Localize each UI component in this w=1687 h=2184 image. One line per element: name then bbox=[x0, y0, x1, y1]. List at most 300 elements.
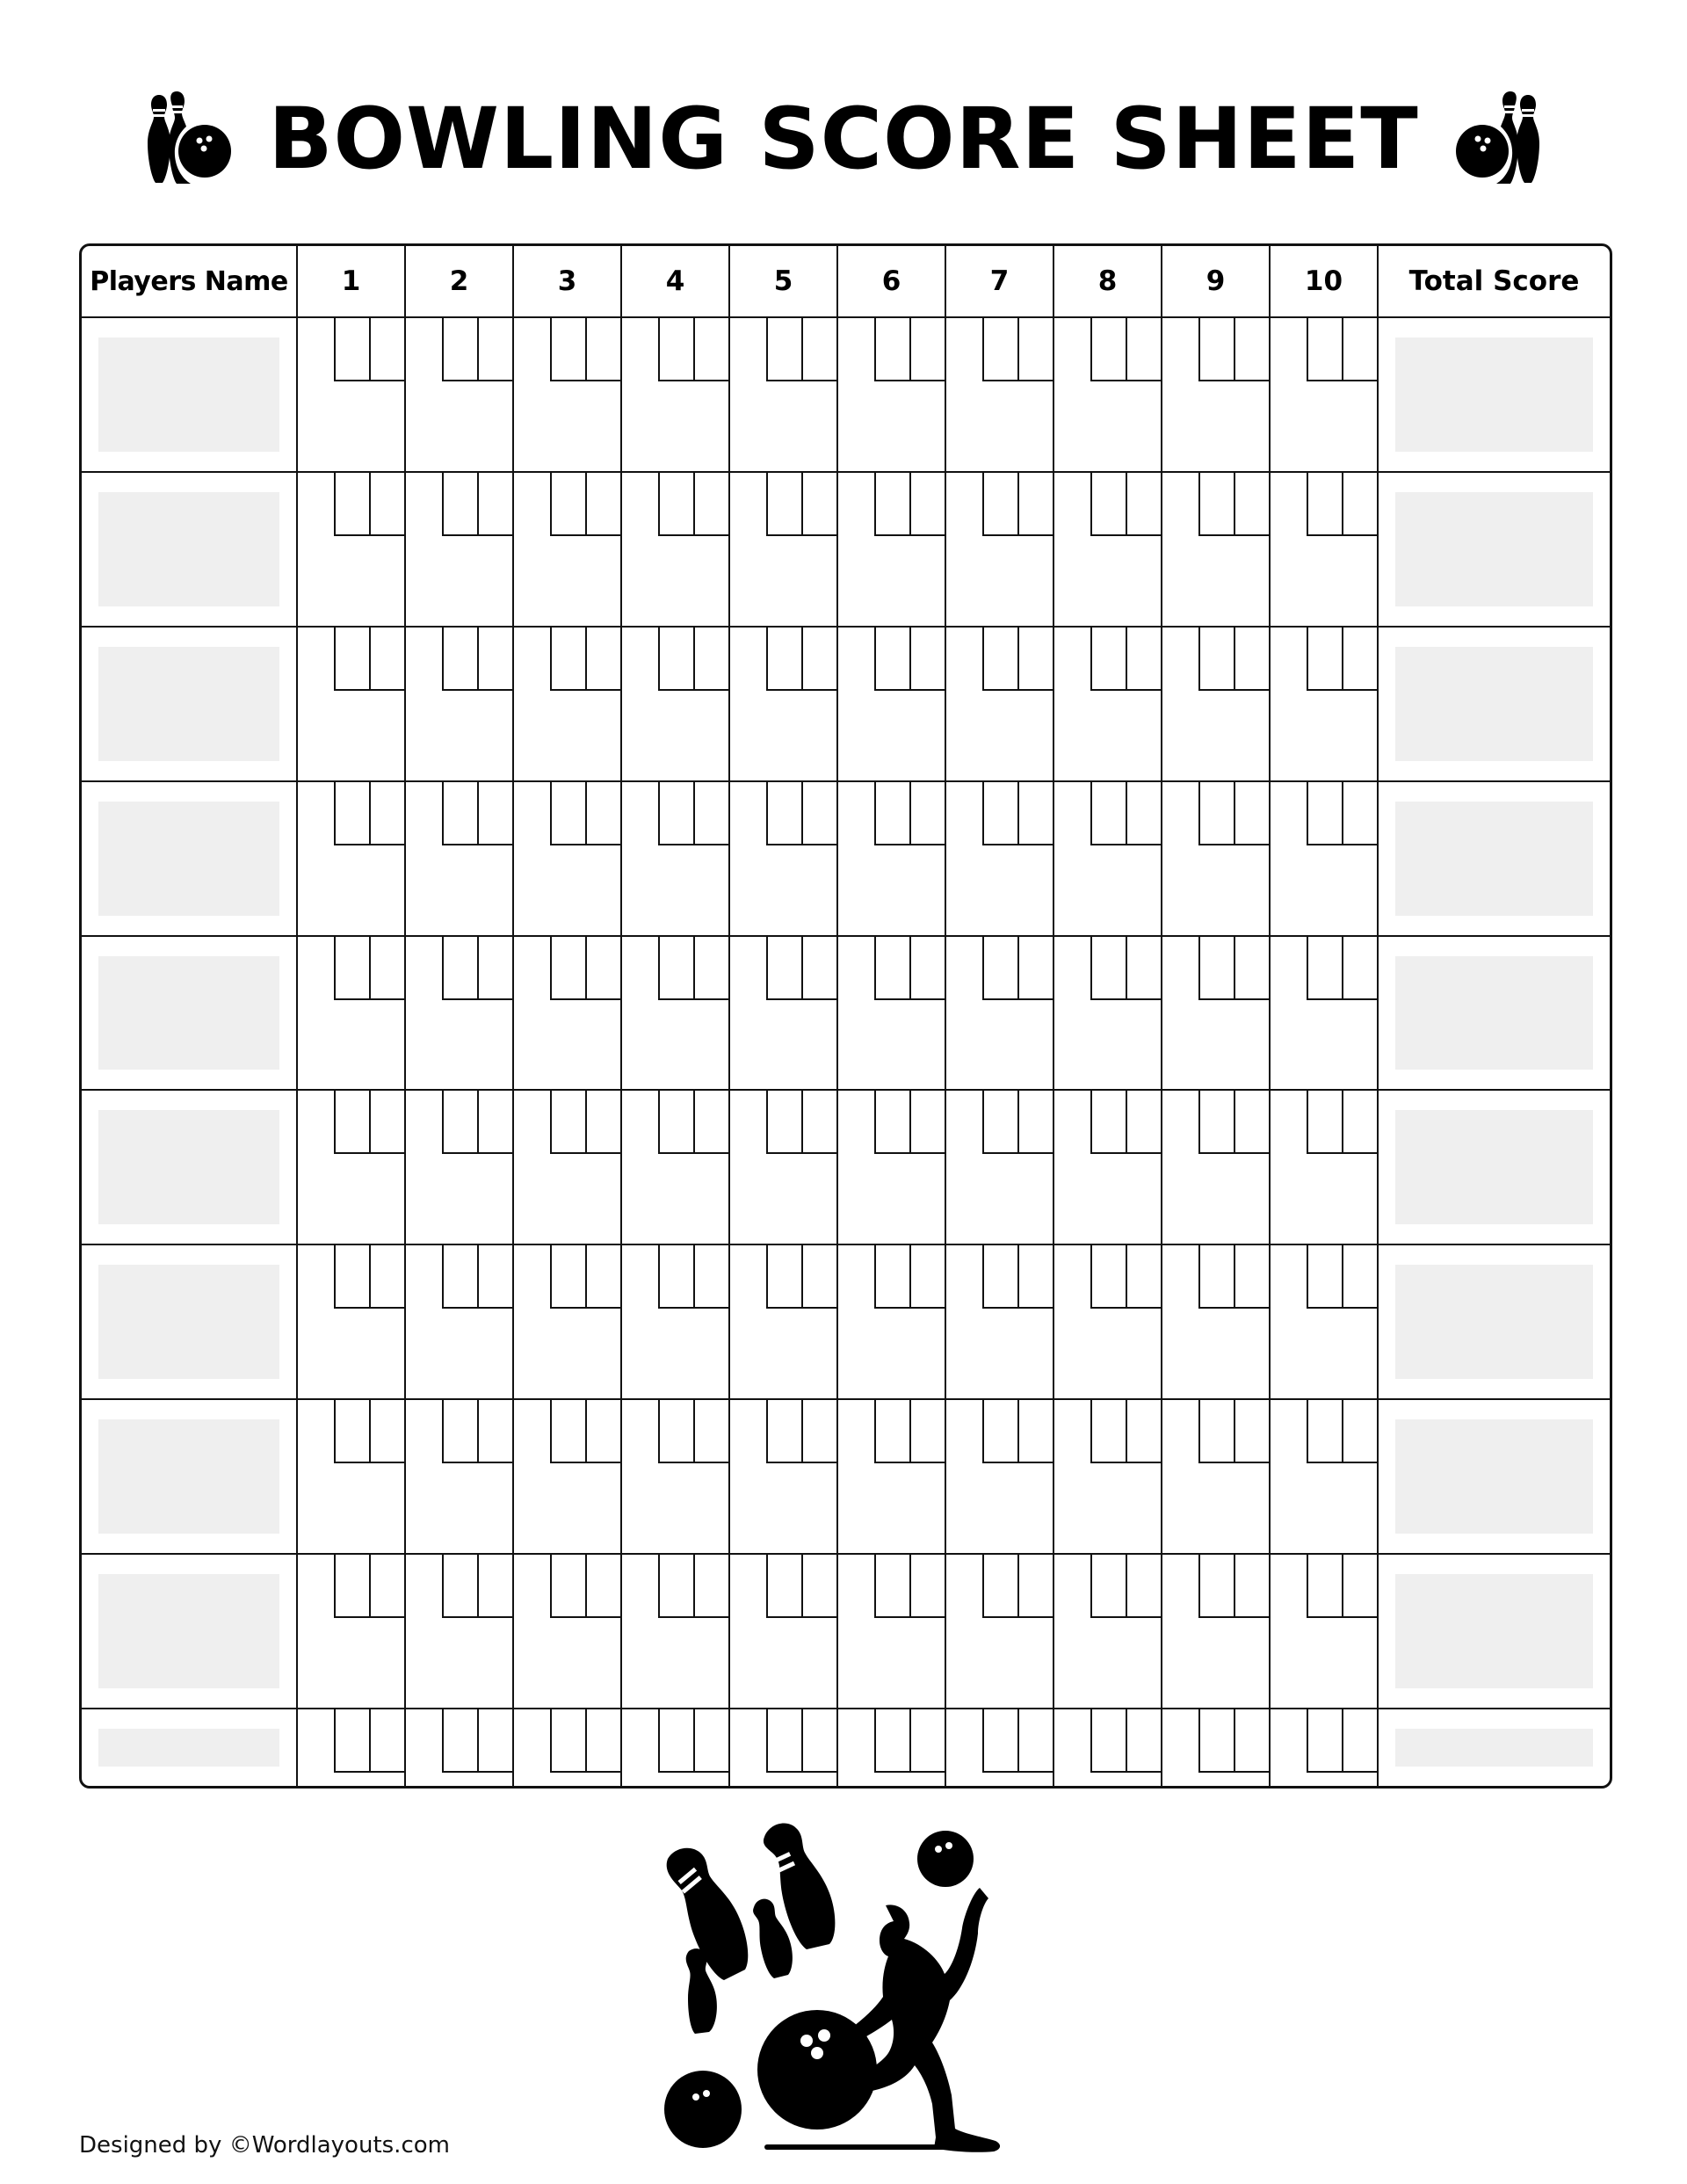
frame-score-cell[interactable] bbox=[945, 627, 1053, 781]
first-roll-box[interactable] bbox=[1090, 1555, 1126, 1618]
second-roll-box[interactable] bbox=[801, 937, 836, 1000]
first-roll-box[interactable] bbox=[874, 628, 909, 691]
first-roll-box[interactable] bbox=[550, 628, 585, 691]
second-roll-box[interactable] bbox=[1342, 1091, 1377, 1154]
player-name-cell[interactable] bbox=[82, 1244, 297, 1399]
player-name-field[interactable] bbox=[98, 492, 279, 606]
first-roll-box[interactable] bbox=[658, 628, 693, 691]
first-roll-box[interactable] bbox=[874, 1555, 909, 1618]
frame-score-cell[interactable] bbox=[297, 317, 405, 472]
first-roll-box[interactable] bbox=[982, 1555, 1017, 1618]
second-roll-box[interactable] bbox=[585, 782, 620, 845]
first-roll-box[interactable] bbox=[766, 1709, 801, 1773]
frame-score-cell[interactable] bbox=[513, 1090, 621, 1244]
second-roll-box[interactable] bbox=[1126, 1555, 1161, 1618]
player-name-field[interactable] bbox=[98, 1729, 279, 1767]
second-roll-box[interactable] bbox=[909, 473, 945, 536]
first-roll-box[interactable] bbox=[982, 1245, 1017, 1309]
second-roll-box[interactable] bbox=[1234, 1245, 1269, 1309]
second-roll-box[interactable] bbox=[801, 1709, 836, 1773]
frame-score-cell[interactable] bbox=[1162, 317, 1270, 472]
first-roll-box[interactable] bbox=[658, 1245, 693, 1309]
frame-score-cell[interactable] bbox=[945, 1554, 1053, 1709]
first-roll-box[interactable] bbox=[1307, 1091, 1342, 1154]
first-roll-box[interactable] bbox=[550, 1400, 585, 1463]
frame-score-cell[interactable] bbox=[729, 936, 837, 1091]
first-roll-box[interactable] bbox=[1090, 628, 1126, 691]
second-roll-box[interactable] bbox=[909, 782, 945, 845]
second-roll-box[interactable] bbox=[1126, 937, 1161, 1000]
second-roll-box[interactable] bbox=[477, 1400, 512, 1463]
first-roll-box[interactable] bbox=[334, 628, 369, 691]
first-roll-box[interactable] bbox=[1090, 1245, 1126, 1309]
frame-score-cell[interactable] bbox=[1053, 472, 1162, 627]
player-name-cell[interactable] bbox=[82, 1399, 297, 1554]
second-roll-box[interactable] bbox=[585, 1400, 620, 1463]
frame-score-cell[interactable] bbox=[837, 1244, 945, 1399]
second-roll-box[interactable] bbox=[1234, 1400, 1269, 1463]
total-score-cell[interactable] bbox=[1378, 1554, 1610, 1709]
second-roll-box[interactable] bbox=[693, 782, 728, 845]
player-name-cell[interactable] bbox=[82, 1554, 297, 1709]
first-roll-box[interactable] bbox=[982, 1091, 1017, 1154]
second-roll-box[interactable] bbox=[585, 1555, 620, 1618]
first-roll-box[interactable] bbox=[442, 318, 477, 381]
second-roll-box[interactable] bbox=[1126, 318, 1161, 381]
frame-score-cell[interactable] bbox=[513, 317, 621, 472]
first-roll-box[interactable] bbox=[334, 318, 369, 381]
first-roll-box[interactable] bbox=[1090, 1709, 1126, 1773]
first-roll-box[interactable] bbox=[1307, 1555, 1342, 1618]
first-roll-box[interactable] bbox=[442, 1555, 477, 1618]
first-roll-box[interactable] bbox=[442, 1091, 477, 1154]
frame-score-cell[interactable] bbox=[621, 1244, 729, 1399]
second-roll-box[interactable] bbox=[909, 1245, 945, 1309]
total-score-field[interactable] bbox=[1395, 956, 1593, 1070]
frame-score-cell[interactable] bbox=[405, 472, 513, 627]
player-name-field[interactable] bbox=[98, 337, 279, 452]
frame-score-cell[interactable] bbox=[1162, 1244, 1270, 1399]
second-roll-box[interactable] bbox=[1017, 1091, 1053, 1154]
second-roll-box[interactable] bbox=[1017, 937, 1053, 1000]
second-roll-box[interactable] bbox=[1342, 473, 1377, 536]
frame-score-cell[interactable] bbox=[297, 1399, 405, 1554]
player-name-cell[interactable] bbox=[82, 936, 297, 1091]
frame-score-cell[interactable] bbox=[621, 1399, 729, 1554]
frame-score-cell[interactable] bbox=[945, 1709, 1053, 1786]
frame-score-cell[interactable] bbox=[1270, 1090, 1378, 1244]
second-roll-box[interactable] bbox=[1126, 1400, 1161, 1463]
first-roll-box[interactable] bbox=[442, 1400, 477, 1463]
second-roll-box[interactable] bbox=[585, 473, 620, 536]
second-roll-box[interactable] bbox=[477, 1709, 512, 1773]
total-score-cell[interactable] bbox=[1378, 1399, 1610, 1554]
second-roll-box[interactable] bbox=[693, 1555, 728, 1618]
first-roll-box[interactable] bbox=[334, 1245, 369, 1309]
first-roll-box[interactable] bbox=[982, 473, 1017, 536]
first-roll-box[interactable] bbox=[982, 628, 1017, 691]
frame-score-cell[interactable] bbox=[945, 781, 1053, 936]
second-roll-box[interactable] bbox=[909, 1709, 945, 1773]
total-score-cell[interactable] bbox=[1378, 472, 1610, 627]
first-roll-box[interactable] bbox=[1198, 473, 1234, 536]
second-roll-box[interactable] bbox=[693, 1245, 728, 1309]
second-roll-box[interactable] bbox=[1234, 937, 1269, 1000]
first-roll-box[interactable] bbox=[874, 318, 909, 381]
second-roll-box[interactable] bbox=[801, 782, 836, 845]
frame-score-cell[interactable] bbox=[297, 936, 405, 1091]
second-roll-box[interactable] bbox=[369, 782, 404, 845]
player-name-field[interactable] bbox=[98, 802, 279, 916]
second-roll-box[interactable] bbox=[1017, 1400, 1053, 1463]
first-roll-box[interactable] bbox=[1307, 1709, 1342, 1773]
first-roll-box[interactable] bbox=[658, 473, 693, 536]
frame-score-cell[interactable] bbox=[513, 936, 621, 1091]
first-roll-box[interactable] bbox=[658, 1400, 693, 1463]
second-roll-box[interactable] bbox=[801, 1091, 836, 1154]
total-score-field[interactable] bbox=[1395, 1110, 1593, 1224]
first-roll-box[interactable] bbox=[1307, 628, 1342, 691]
second-roll-box[interactable] bbox=[585, 937, 620, 1000]
second-roll-box[interactable] bbox=[1342, 1555, 1377, 1618]
first-roll-box[interactable] bbox=[766, 1091, 801, 1154]
frame-score-cell[interactable] bbox=[1270, 781, 1378, 936]
second-roll-box[interactable] bbox=[1342, 937, 1377, 1000]
first-roll-box[interactable] bbox=[874, 1400, 909, 1463]
first-roll-box[interactable] bbox=[1307, 1245, 1342, 1309]
second-roll-box[interactable] bbox=[477, 1555, 512, 1618]
second-roll-box[interactable] bbox=[909, 937, 945, 1000]
first-roll-box[interactable] bbox=[1198, 1555, 1234, 1618]
second-roll-box[interactable] bbox=[693, 937, 728, 1000]
second-roll-box[interactable] bbox=[909, 318, 945, 381]
frame-score-cell[interactable] bbox=[621, 936, 729, 1091]
second-roll-box[interactable] bbox=[1342, 1245, 1377, 1309]
total-score-field[interactable] bbox=[1395, 492, 1593, 606]
frame-score-cell[interactable] bbox=[405, 1090, 513, 1244]
first-roll-box[interactable] bbox=[1198, 318, 1234, 381]
second-roll-box[interactable] bbox=[369, 1400, 404, 1463]
frame-score-cell[interactable] bbox=[945, 1399, 1053, 1554]
frame-score-cell[interactable] bbox=[405, 1244, 513, 1399]
first-roll-box[interactable] bbox=[1090, 473, 1126, 536]
frame-score-cell[interactable] bbox=[1053, 781, 1162, 936]
first-roll-box[interactable] bbox=[658, 1091, 693, 1154]
frame-score-cell[interactable] bbox=[405, 1709, 513, 1786]
total-score-cell[interactable] bbox=[1378, 936, 1610, 1091]
first-roll-box[interactable] bbox=[766, 782, 801, 845]
frame-score-cell[interactable] bbox=[1162, 1554, 1270, 1709]
first-roll-box[interactable] bbox=[550, 1245, 585, 1309]
first-roll-box[interactable] bbox=[874, 1091, 909, 1154]
first-roll-box[interactable] bbox=[442, 628, 477, 691]
second-roll-box[interactable] bbox=[1342, 782, 1377, 845]
frame-score-cell[interactable] bbox=[621, 1554, 729, 1709]
second-roll-box[interactable] bbox=[1126, 782, 1161, 845]
first-roll-box[interactable] bbox=[658, 1709, 693, 1773]
first-roll-box[interactable] bbox=[1198, 1709, 1234, 1773]
frame-score-cell[interactable] bbox=[513, 1399, 621, 1554]
second-roll-box[interactable] bbox=[1234, 473, 1269, 536]
frame-score-cell[interactable] bbox=[729, 317, 837, 472]
second-roll-box[interactable] bbox=[477, 1245, 512, 1309]
second-roll-box[interactable] bbox=[369, 1245, 404, 1309]
first-roll-box[interactable] bbox=[1198, 937, 1234, 1000]
total-score-field[interactable] bbox=[1395, 1729, 1593, 1767]
second-roll-box[interactable] bbox=[477, 628, 512, 691]
total-score-field[interactable] bbox=[1395, 1419, 1593, 1534]
first-roll-box[interactable] bbox=[766, 937, 801, 1000]
frame-score-cell[interactable] bbox=[1162, 472, 1270, 627]
frame-score-cell[interactable] bbox=[945, 317, 1053, 472]
player-name-cell[interactable] bbox=[82, 1709, 297, 1786]
second-roll-box[interactable] bbox=[693, 1091, 728, 1154]
second-roll-box[interactable] bbox=[1017, 628, 1053, 691]
total-score-field[interactable] bbox=[1395, 1574, 1593, 1688]
frame-score-cell[interactable] bbox=[405, 627, 513, 781]
first-roll-box[interactable] bbox=[442, 782, 477, 845]
frame-score-cell[interactable] bbox=[837, 781, 945, 936]
player-name-field[interactable] bbox=[98, 1419, 279, 1534]
first-roll-box[interactable] bbox=[334, 473, 369, 536]
frame-score-cell[interactable] bbox=[945, 1090, 1053, 1244]
player-name-cell[interactable] bbox=[82, 472, 297, 627]
second-roll-box[interactable] bbox=[369, 318, 404, 381]
second-roll-box[interactable] bbox=[1126, 1709, 1161, 1773]
second-roll-box[interactable] bbox=[585, 318, 620, 381]
frame-score-cell[interactable] bbox=[1053, 1244, 1162, 1399]
frame-score-cell[interactable] bbox=[513, 1709, 621, 1786]
second-roll-box[interactable] bbox=[1017, 473, 1053, 536]
frame-score-cell[interactable] bbox=[1053, 936, 1162, 1091]
second-roll-box[interactable] bbox=[1342, 628, 1377, 691]
total-score-cell[interactable] bbox=[1378, 1090, 1610, 1244]
second-roll-box[interactable] bbox=[1234, 782, 1269, 845]
second-roll-box[interactable] bbox=[693, 628, 728, 691]
first-roll-box[interactable] bbox=[442, 937, 477, 1000]
frame-score-cell[interactable] bbox=[405, 781, 513, 936]
second-roll-box[interactable] bbox=[909, 628, 945, 691]
total-score-field[interactable] bbox=[1395, 802, 1593, 916]
frame-score-cell[interactable] bbox=[1053, 317, 1162, 472]
first-roll-box[interactable] bbox=[1198, 1245, 1234, 1309]
second-roll-box[interactable] bbox=[1017, 1555, 1053, 1618]
frame-score-cell[interactable] bbox=[513, 1554, 621, 1709]
frame-score-cell[interactable] bbox=[621, 1090, 729, 1244]
frame-score-cell[interactable] bbox=[621, 1709, 729, 1786]
second-roll-box[interactable] bbox=[1126, 1091, 1161, 1154]
second-roll-box[interactable] bbox=[909, 1400, 945, 1463]
frame-score-cell[interactable] bbox=[1270, 936, 1378, 1091]
second-roll-box[interactable] bbox=[1342, 1709, 1377, 1773]
second-roll-box[interactable] bbox=[909, 1091, 945, 1154]
second-roll-box[interactable] bbox=[1126, 473, 1161, 536]
frame-score-cell[interactable] bbox=[513, 627, 621, 781]
total-score-field[interactable] bbox=[1395, 647, 1593, 761]
first-roll-box[interactable] bbox=[1090, 937, 1126, 1000]
second-roll-box[interactable] bbox=[693, 318, 728, 381]
total-score-cell[interactable] bbox=[1378, 1709, 1610, 1786]
second-roll-box[interactable] bbox=[1342, 318, 1377, 381]
first-roll-box[interactable] bbox=[874, 1245, 909, 1309]
frame-score-cell[interactable] bbox=[621, 317, 729, 472]
first-roll-box[interactable] bbox=[550, 937, 585, 1000]
frame-score-cell[interactable] bbox=[837, 317, 945, 472]
first-roll-box[interactable] bbox=[1090, 1091, 1126, 1154]
second-roll-box[interactable] bbox=[1126, 628, 1161, 691]
first-roll-box[interactable] bbox=[550, 473, 585, 536]
second-roll-box[interactable] bbox=[585, 628, 620, 691]
first-roll-box[interactable] bbox=[1090, 318, 1126, 381]
player-name-field[interactable] bbox=[98, 1110, 279, 1224]
frame-score-cell[interactable] bbox=[837, 1554, 945, 1709]
first-roll-box[interactable] bbox=[982, 937, 1017, 1000]
frame-score-cell[interactable] bbox=[297, 472, 405, 627]
total-score-cell[interactable] bbox=[1378, 1244, 1610, 1399]
player-name-cell[interactable] bbox=[82, 627, 297, 781]
second-roll-box[interactable] bbox=[477, 937, 512, 1000]
first-roll-box[interactable] bbox=[982, 1400, 1017, 1463]
frame-score-cell[interactable] bbox=[621, 781, 729, 936]
frame-score-cell[interactable] bbox=[297, 1244, 405, 1399]
second-roll-box[interactable] bbox=[1234, 1555, 1269, 1618]
first-roll-box[interactable] bbox=[1307, 782, 1342, 845]
frame-score-cell[interactable] bbox=[405, 317, 513, 472]
frame-score-cell[interactable] bbox=[729, 1090, 837, 1244]
first-roll-box[interactable] bbox=[658, 1555, 693, 1618]
frame-score-cell[interactable] bbox=[1270, 1399, 1378, 1554]
first-roll-box[interactable] bbox=[766, 1245, 801, 1309]
frame-score-cell[interactable] bbox=[945, 472, 1053, 627]
second-roll-box[interactable] bbox=[369, 473, 404, 536]
total-score-cell[interactable] bbox=[1378, 317, 1610, 472]
frame-score-cell[interactable] bbox=[1162, 1709, 1270, 1786]
frame-score-cell[interactable] bbox=[1053, 1399, 1162, 1554]
frame-score-cell[interactable] bbox=[621, 472, 729, 627]
frame-score-cell[interactable] bbox=[1270, 317, 1378, 472]
frame-score-cell[interactable] bbox=[405, 936, 513, 1091]
frame-score-cell[interactable] bbox=[837, 1399, 945, 1554]
second-roll-box[interactable] bbox=[369, 937, 404, 1000]
second-roll-box[interactable] bbox=[693, 1709, 728, 1773]
first-roll-box[interactable] bbox=[766, 473, 801, 536]
first-roll-box[interactable] bbox=[442, 1709, 477, 1773]
first-roll-box[interactable] bbox=[550, 1555, 585, 1618]
frame-score-cell[interactable] bbox=[1270, 1244, 1378, 1399]
first-roll-box[interactable] bbox=[550, 1091, 585, 1154]
first-roll-box[interactable] bbox=[550, 318, 585, 381]
first-roll-box[interactable] bbox=[874, 473, 909, 536]
player-name-field[interactable] bbox=[98, 647, 279, 761]
frame-score-cell[interactable] bbox=[1270, 1554, 1378, 1709]
frame-score-cell[interactable] bbox=[729, 1244, 837, 1399]
first-roll-box[interactable] bbox=[982, 1709, 1017, 1773]
second-roll-box[interactable] bbox=[585, 1709, 620, 1773]
frame-score-cell[interactable] bbox=[405, 1554, 513, 1709]
frame-score-cell[interactable] bbox=[729, 472, 837, 627]
first-roll-box[interactable] bbox=[1090, 782, 1126, 845]
second-roll-box[interactable] bbox=[693, 1400, 728, 1463]
second-roll-box[interactable] bbox=[1017, 1245, 1053, 1309]
first-roll-box[interactable] bbox=[550, 782, 585, 845]
frame-score-cell[interactable] bbox=[1162, 781, 1270, 936]
first-roll-box[interactable] bbox=[658, 318, 693, 381]
frame-score-cell[interactable] bbox=[1270, 627, 1378, 781]
first-roll-box[interactable] bbox=[1198, 628, 1234, 691]
total-score-cell[interactable] bbox=[1378, 627, 1610, 781]
second-roll-box[interactable] bbox=[1017, 782, 1053, 845]
frame-score-cell[interactable] bbox=[729, 627, 837, 781]
frame-score-cell[interactable] bbox=[1053, 627, 1162, 781]
frame-score-cell[interactable] bbox=[297, 627, 405, 781]
second-roll-box[interactable] bbox=[1342, 1400, 1377, 1463]
first-roll-box[interactable] bbox=[1307, 937, 1342, 1000]
frame-score-cell[interactable] bbox=[1162, 1399, 1270, 1554]
second-roll-box[interactable] bbox=[1234, 1091, 1269, 1154]
first-roll-box[interactable] bbox=[334, 1709, 369, 1773]
frame-score-cell[interactable] bbox=[729, 781, 837, 936]
second-roll-box[interactable] bbox=[801, 1555, 836, 1618]
frame-score-cell[interactable] bbox=[729, 1709, 837, 1786]
frame-score-cell[interactable] bbox=[729, 1554, 837, 1709]
frame-score-cell[interactable] bbox=[1053, 1090, 1162, 1244]
second-roll-box[interactable] bbox=[1234, 628, 1269, 691]
first-roll-box[interactable] bbox=[1198, 782, 1234, 845]
frame-score-cell[interactable] bbox=[1270, 472, 1378, 627]
first-roll-box[interactable] bbox=[1307, 318, 1342, 381]
second-roll-box[interactable] bbox=[801, 628, 836, 691]
second-roll-box[interactable] bbox=[1126, 1245, 1161, 1309]
first-roll-box[interactable] bbox=[334, 1555, 369, 1618]
first-roll-box[interactable] bbox=[334, 782, 369, 845]
second-roll-box[interactable] bbox=[477, 473, 512, 536]
first-roll-box[interactable] bbox=[1198, 1400, 1234, 1463]
frame-score-cell[interactable] bbox=[297, 781, 405, 936]
first-roll-box[interactable] bbox=[658, 782, 693, 845]
frame-score-cell[interactable] bbox=[837, 472, 945, 627]
first-roll-box[interactable] bbox=[334, 1091, 369, 1154]
first-roll-box[interactable] bbox=[1198, 1091, 1234, 1154]
player-name-field[interactable] bbox=[98, 956, 279, 1070]
frame-score-cell[interactable] bbox=[837, 936, 945, 1091]
frame-score-cell[interactable] bbox=[1270, 1709, 1378, 1786]
frame-score-cell[interactable] bbox=[729, 1399, 837, 1554]
first-roll-box[interactable] bbox=[766, 1555, 801, 1618]
second-roll-box[interactable] bbox=[1234, 1709, 1269, 1773]
frame-score-cell[interactable] bbox=[1162, 627, 1270, 781]
first-roll-box[interactable] bbox=[1307, 1400, 1342, 1463]
frame-score-cell[interactable] bbox=[837, 627, 945, 781]
second-roll-box[interactable] bbox=[477, 1091, 512, 1154]
first-roll-box[interactable] bbox=[1090, 1400, 1126, 1463]
second-roll-box[interactable] bbox=[1234, 318, 1269, 381]
frame-score-cell[interactable] bbox=[513, 1244, 621, 1399]
player-name-field[interactable] bbox=[98, 1574, 279, 1688]
first-roll-box[interactable] bbox=[442, 1245, 477, 1309]
second-roll-box[interactable] bbox=[585, 1091, 620, 1154]
frame-score-cell[interactable] bbox=[405, 1399, 513, 1554]
second-roll-box[interactable] bbox=[909, 1555, 945, 1618]
frame-score-cell[interactable] bbox=[513, 472, 621, 627]
total-score-field[interactable] bbox=[1395, 337, 1593, 452]
second-roll-box[interactable] bbox=[585, 1245, 620, 1309]
second-roll-box[interactable] bbox=[801, 1400, 836, 1463]
second-roll-box[interactable] bbox=[801, 473, 836, 536]
frame-score-cell[interactable] bbox=[297, 1709, 405, 1786]
frame-score-cell[interactable] bbox=[297, 1554, 405, 1709]
first-roll-box[interactable] bbox=[442, 473, 477, 536]
frame-score-cell[interactable] bbox=[1162, 1090, 1270, 1244]
